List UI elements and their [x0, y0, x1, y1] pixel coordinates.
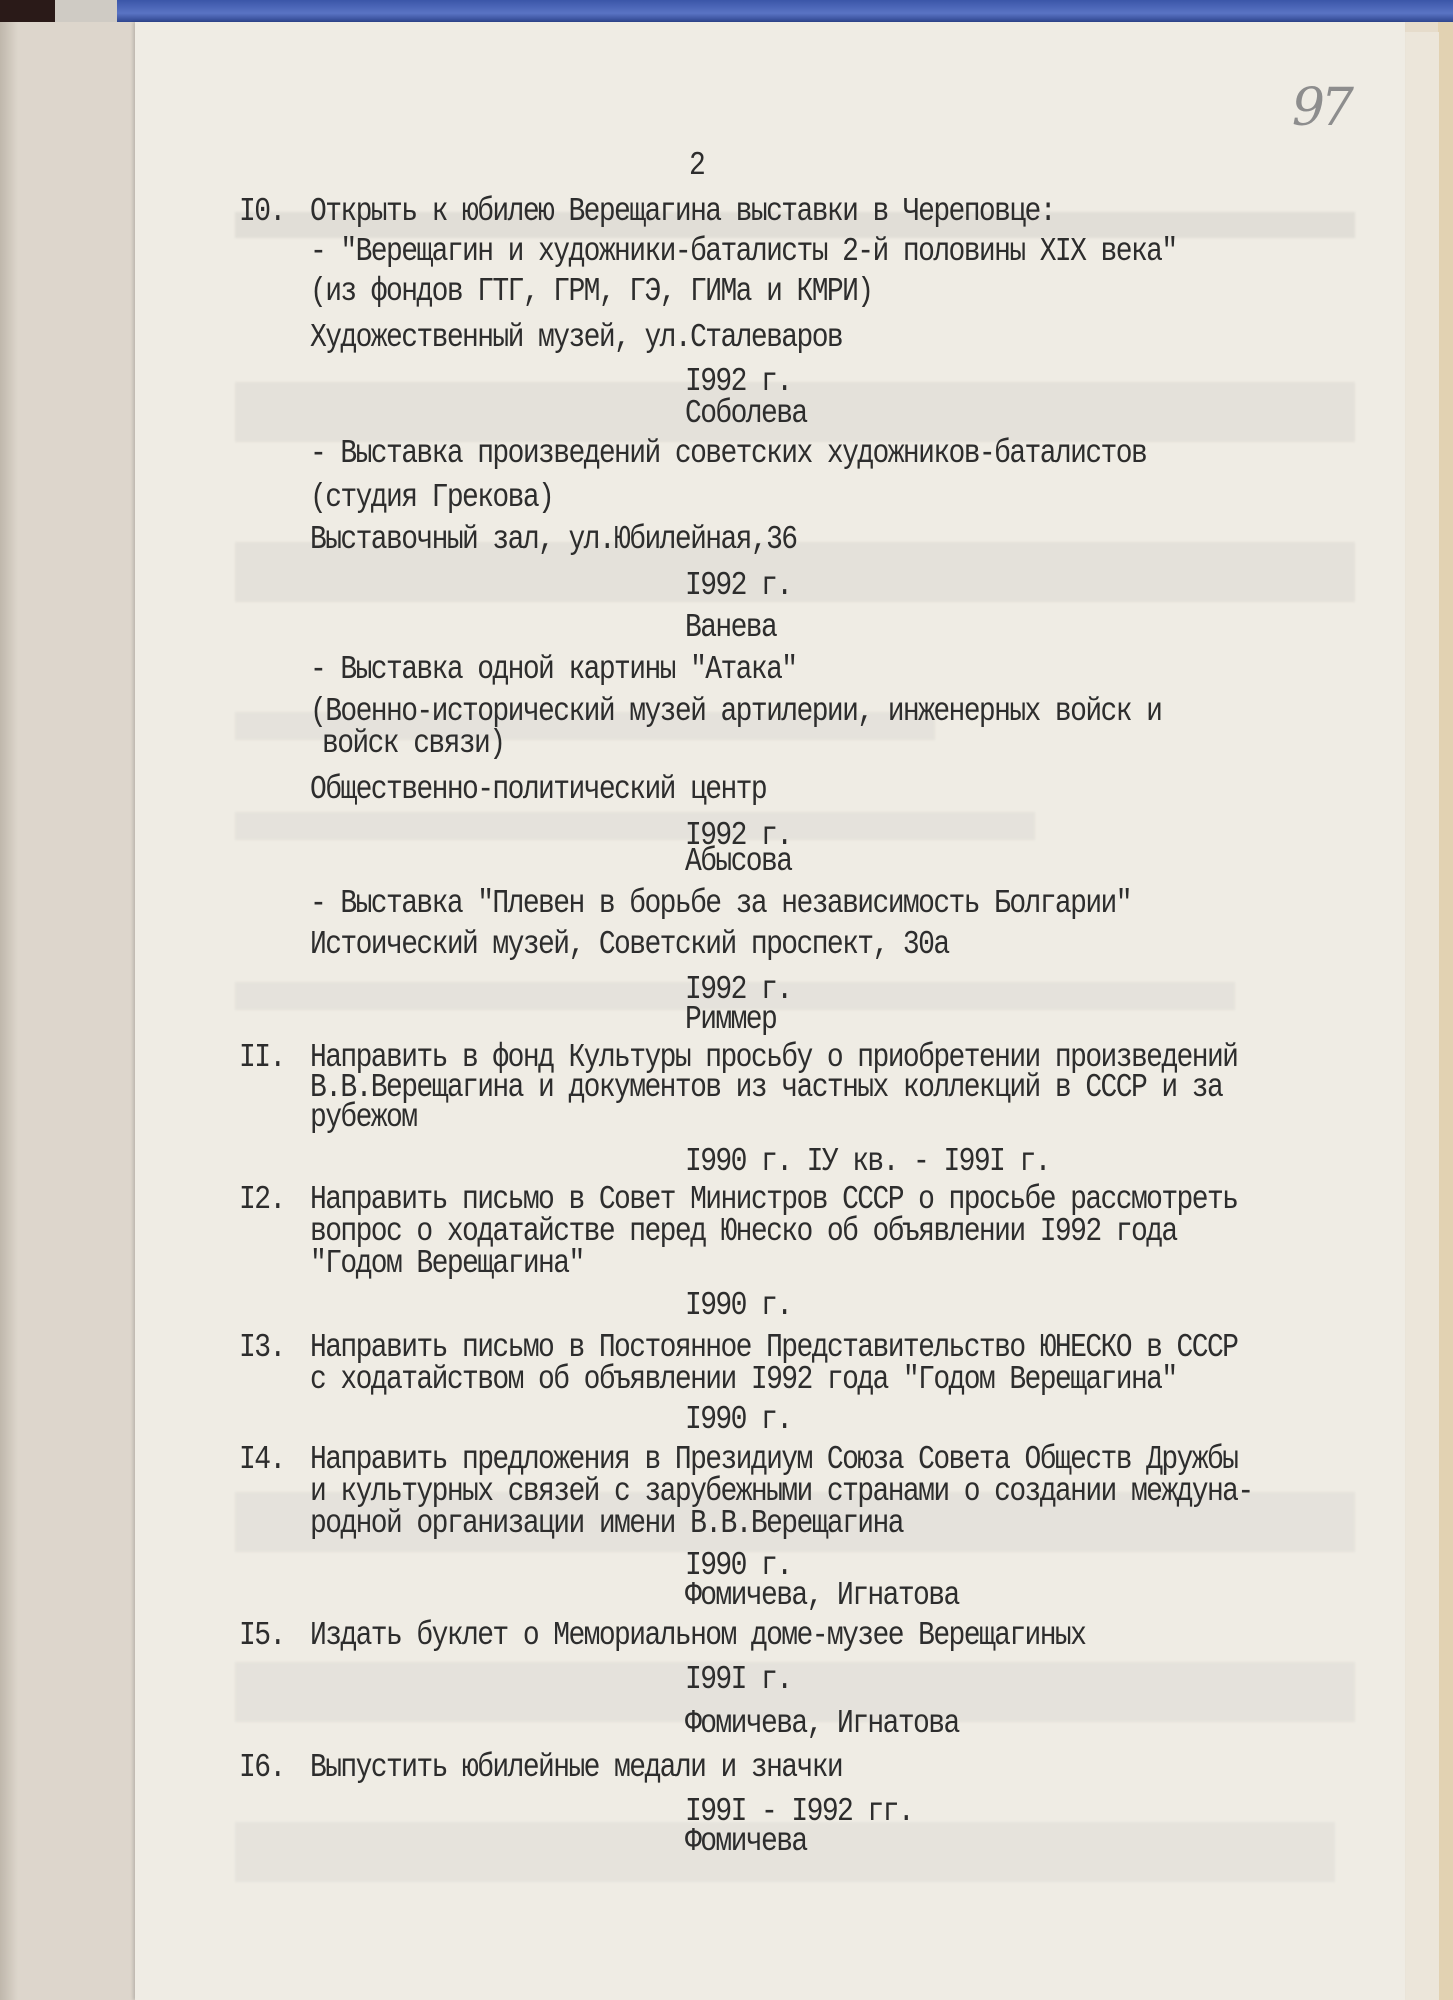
folder-board: [1438, 22, 1453, 2000]
item-text: В.В.Верещагина и документов из частных коллекций в СССР и за: [310, 1070, 1223, 1107]
item-text: вопрос о ходатайстве перед Юнеско об объявлении I992 года: [310, 1214, 1177, 1251]
scan-background-grey: [55, 0, 117, 22]
item-text: (студия Грекова): [310, 480, 554, 517]
folder-cover-edge: [117, 0, 1453, 22]
item-text: - "Верещагин и художники-баталисты 2-й половины XIX века": [310, 234, 1177, 271]
document-page: [135, 22, 1405, 2000]
item-text: Выпустить юбилейные медали и значки: [310, 1750, 843, 1787]
item-responsible: Абысова: [685, 844, 792, 881]
item-responsible: Фомичева: [685, 1824, 807, 1861]
underlying-page-edge: [1404, 32, 1439, 2000]
binding-shadow: [0, 22, 18, 2000]
item-responsible: Фомичева, Игнатова: [685, 1706, 959, 1743]
item-text: родной организации имени В.В.Верещагина: [310, 1506, 903, 1543]
item-text: с ходатайством об объявлении I992 года "Годом Верещагина": [310, 1362, 1177, 1399]
item-text: Направить предложения в Президиум Союза Совета Обществ Дружбы: [310, 1442, 1238, 1479]
item-text: рубежом: [310, 1100, 417, 1137]
item-date: I992 г.: [685, 972, 792, 1009]
item-text: - Выставка одной картины "Атака": [310, 652, 797, 689]
show-through-text: [235, 812, 1035, 844]
item-date: I992 г.: [685, 568, 792, 605]
item-text: "Годом Верещагина": [310, 1246, 584, 1283]
item-number: I5.: [239, 1618, 285, 1655]
item-text: Истоический музей, Советский проспект, 30а: [310, 927, 949, 964]
item-text: Выставочный зал, ул.Юбилейная,36: [310, 522, 797, 559]
item-text: - Выставка произведений советских художников-баталистов: [310, 436, 1147, 473]
item-date: I990 г.: [685, 1288, 792, 1325]
item-date: I992 г.: [685, 364, 792, 401]
item-number: I4.: [239, 1442, 285, 1479]
item-responsible: Ванева: [685, 610, 777, 647]
item-text: Общественно-политический центр: [310, 772, 767, 809]
item-date: I99I г.: [685, 1662, 792, 1699]
item-number: I3.: [239, 1330, 285, 1367]
item-text: (из фондов ГТГ, ГРМ, ГЭ, ГИМа и КМРИ): [310, 274, 873, 311]
item-text: Направить письмо в Постоянное Представительство ЮНЕСКО в СССР: [310, 1330, 1238, 1367]
item-number: I0.: [239, 194, 285, 231]
item-number: II.: [239, 1040, 285, 1077]
item-date: I992 г.: [685, 818, 792, 855]
item-text: и культурных связей с зарубежными странами о создании междуна-: [310, 1474, 1253, 1511]
item-responsible: Фомичева, Игнатова: [685, 1578, 959, 1615]
item-text: Направить в фонд Культуры просьбу о приобретении произведений: [310, 1040, 1238, 1077]
item-responsible: Соболева: [685, 396, 807, 433]
item-date: I99I - I992 гг.: [685, 1794, 914, 1831]
item-date: I990 г.: [685, 1548, 792, 1585]
scan-background-dark: [0, 0, 55, 24]
left-facing-page: [0, 22, 136, 2000]
item-date: I990 г. IУ кв. - I99I г.: [685, 1144, 1050, 1181]
item-number: I6.: [239, 1750, 285, 1787]
item-text: Направить письмо в Совет Министров СССР о просьбе рассмотреть: [310, 1182, 1238, 1219]
item-text: Открыть к юбилею Верещагина выставки в Череповце:: [310, 194, 1055, 231]
item-text: войск связи): [322, 726, 505, 763]
item-date: I990 г.: [685, 1402, 792, 1439]
item-text: Художественный музей, ул.Сталеваров: [310, 320, 843, 357]
page-number: 2: [689, 148, 705, 185]
item-text: (Военно-исторический музей артилерии, инженерных войск и: [310, 694, 1162, 731]
item-number: I2.: [239, 1182, 285, 1219]
archive-page-number: 97: [1291, 78, 1350, 138]
item-text: Издать буклет о Мемориальном доме-музее Верещагиных: [310, 1618, 1086, 1655]
item-responsible: Риммер: [685, 1002, 777, 1039]
item-text: - Выставка "Плевен в борьбе за независимость Болгарии": [310, 886, 1131, 923]
